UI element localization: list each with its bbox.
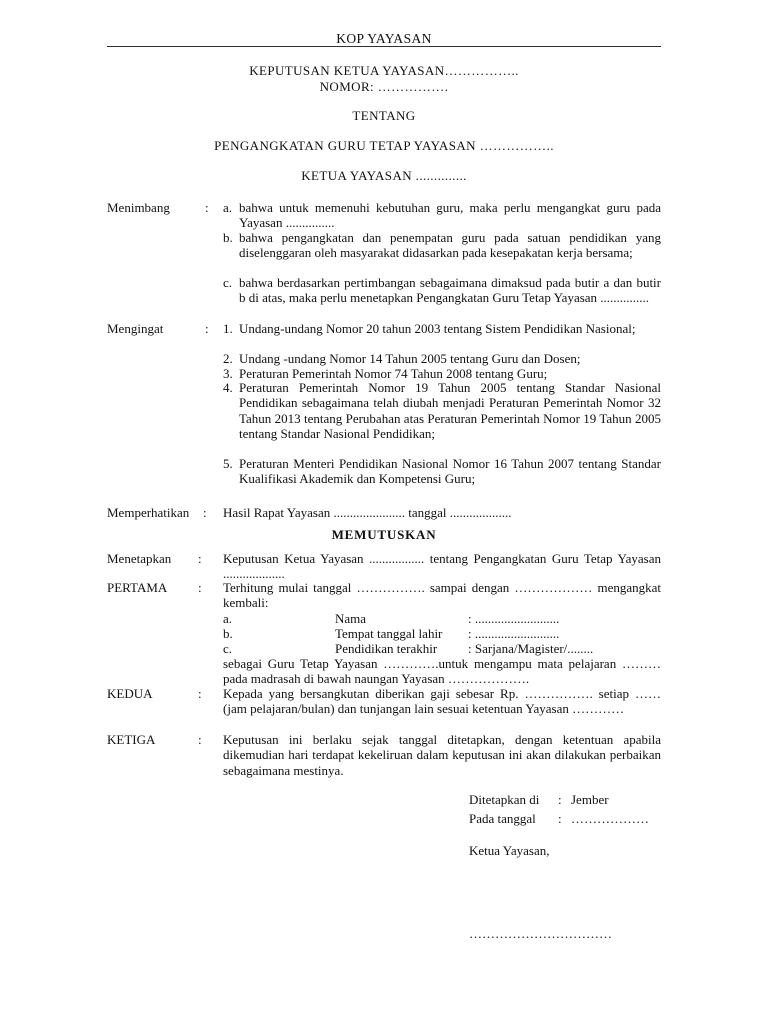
ketiga-label: KETIGA [107, 732, 156, 747]
item-text: Undang-undang Nomor 20 tahun 2003 tentang Sistem Pendidikan Nasional; [239, 321, 636, 336]
kedua-label: KEDUA [107, 686, 153, 701]
mengingat-item-3 [223, 366, 661, 381]
ditetapkan-value: Jember [571, 792, 609, 807]
ketiga-colon: : [198, 732, 202, 747]
field-value-nama: : .......................... [468, 611, 560, 626]
item-marker: 5. [223, 456, 233, 471]
item-marker: 4. [223, 380, 233, 395]
item-text: bahwa berdasarkan pertimbangan sebagaimana dimaksud pada butir a dan butir b di atas, maka perlu menetapkan Pengangkatan Guru Tetap Yayasan ............... [239, 275, 661, 306]
decree-number: NOMOR: ……………. [319, 79, 449, 94]
field-name-pendidikan: Pendidikan terakhir [335, 641, 438, 656]
mengingat-item-4 [223, 380, 661, 441]
menimbang-item-a [223, 200, 661, 231]
pertama-intro: Terhitung mulai tanggal ……………. sampai dengan ……………… mengangkat kembali: [223, 580, 661, 611]
item-text: Peraturan Pemerintah Nomor 74 Tahun 2008 tentang Guru; [239, 366, 548, 381]
pertama-closing: sebagai Guru Tetap Yayasan ………….untuk mengampu mata pelajaran ……… pada madrasah di bawah naungan Yayasan ………………. [223, 656, 661, 687]
signatory-name-line: …………………………… [469, 926, 612, 941]
decree-issuer: KETUA YAYASAN .............. [301, 168, 467, 183]
kedua-colon: : [198, 686, 202, 701]
letterhead-rule [107, 46, 661, 47]
kedua-block [223, 686, 661, 717]
decree-subject: PENGANGKATAN GURU TETAP YAYASAN …………….. [214, 138, 554, 153]
kop-yayasan: KOP YAYASAN [336, 31, 432, 46]
field-value-pendidikan: : Sarjana/Magister/........ [468, 641, 594, 656]
item-text: bahwa pengangkatan dan penempatan guru pada satuan pendidikan yang diselenggaran oleh masyarakat didasarkan pada kesepakatan kerja bersama; [239, 230, 661, 261]
kedua-text: Kepada yang bersangkutan diberikan gaji sebesar Rp. ……………. setiap …… (jam pelajaran/bulan) dan tunjangan lain sesuai ketentuan Yayasan ………… [223, 686, 661, 717]
item-marker: b. [223, 230, 233, 245]
pertama-label: PERTAMA [107, 580, 168, 595]
field-marker-a: a. [223, 611, 233, 626]
ditetapkan-colon: : [558, 792, 562, 807]
item-text: Peraturan Menteri Pendidikan Nasional Nomor 16 Tahun 2007 tentang Standar Kualifikasi Akademik dan Kompetensi Guru; [239, 456, 661, 487]
menetapkan-colon: : [198, 551, 202, 566]
item-marker: c. [223, 275, 233, 290]
tanggal-value: ……………… [571, 811, 649, 826]
item-marker: 1. [223, 321, 233, 336]
field-name-ttl: Tempat tanggal lahir [335, 626, 443, 641]
mengingat-item-1 [223, 321, 661, 336]
memperhatikan-label: Memperhatikan [107, 505, 190, 520]
decree-title: KEPUTUSAN KETUA YAYASAN…………….. [249, 63, 519, 78]
mengingat-item-5 [223, 456, 661, 487]
menimbang-item-c [223, 275, 661, 306]
pertama-intro-block [223, 580, 661, 611]
item-text: Peraturan Pemerintah Nomor 19 Tahun 2005 tentang Standar Nasional Pendidikan sebagaimana telah diubah menjadi Peraturan Pemerintah Nomor 32 Tahun 2013 tentang Perubahan atas Peraturan Pemerintah Nomor 19 Tahun 2005 tentang Standar Nasional Pendidikan; [239, 380, 661, 441]
item-marker: 2. [223, 351, 233, 366]
menimbang-label: Menimbang [107, 200, 170, 215]
signatory-title: Ketua Yayasan, [469, 843, 550, 858]
pertama-colon: : [198, 580, 202, 595]
ketiga-block [223, 732, 661, 778]
field-marker-c: c. [223, 641, 233, 656]
pertama-closing-block [223, 656, 661, 687]
ketiga-text: Keputusan ini berlaku sejak tanggal ditetapkan, dengan ketentuan apabila dikemudian hari terdapat kekeliruan dalam keputusan ini akan dilakukan perbaikan sebagaimana mestinya. [223, 732, 661, 778]
menetapkan-text: Keputusan Ketua Yayasan ................. tentang Pengangkatan Guru Tetap Yayasan ................... [223, 551, 661, 582]
field-marker-b: b. [223, 626, 233, 641]
field-name-nama: Nama [335, 611, 367, 626]
item-text: Undang -undang Nomor 14 Tahun 2005 tentang Guru dan Dosen; [239, 351, 581, 366]
tanggal-label: Pada tanggal [469, 811, 536, 826]
menetapkan-label: Menetapkan [107, 551, 172, 566]
menetapkan-block [223, 551, 661, 582]
field-value-ttl: : .......................... [468, 626, 560, 641]
memperhatikan-text: Hasil Rapat Yayasan ...................... tanggal ................... [223, 505, 512, 520]
ditetapkan-label: Ditetapkan di [469, 792, 540, 807]
tentang-heading: TENTANG [352, 108, 416, 123]
mengingat-item-2 [223, 351, 661, 366]
menimbang-item-b [223, 230, 661, 261]
menimbang-colon: : [205, 200, 209, 215]
memutuskan-heading: MEMUTUSKAN [331, 527, 437, 542]
item-marker: 3. [223, 366, 233, 381]
mengingat-colon: : [205, 321, 209, 336]
mengingat-label: Mengingat [107, 321, 164, 336]
memperhatikan-colon: : [203, 505, 207, 520]
tanggal-colon: : [558, 811, 562, 826]
item-text: bahwa untuk memenuhi kebutuhan guru, maka perlu mengangkat guru pada Yayasan ............... [239, 200, 661, 231]
item-marker: a. [223, 200, 233, 215]
